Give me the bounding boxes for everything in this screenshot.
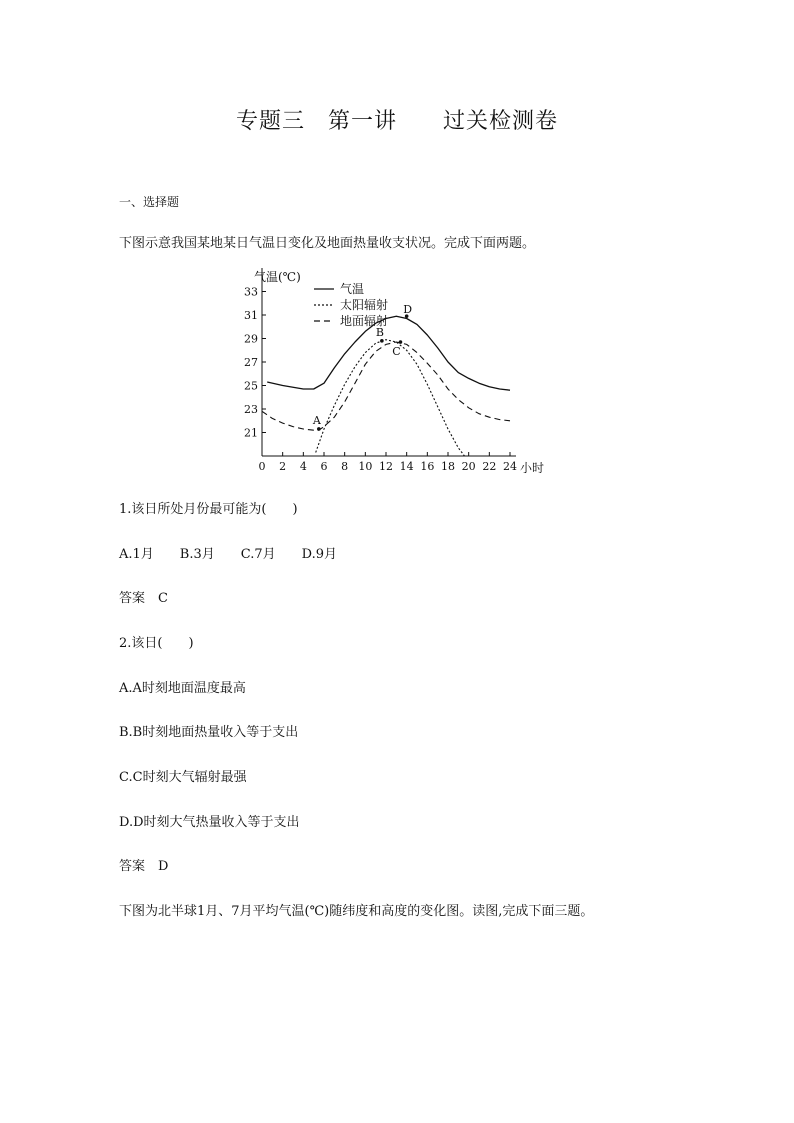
series-line-1 bbox=[267, 316, 510, 390]
temperature-chart bbox=[238, 262, 556, 480]
point-label-c: C bbox=[392, 345, 401, 359]
x-tick-label: 20 bbox=[461, 460, 476, 473]
x-tick-label: 24 bbox=[503, 460, 517, 473]
x-tick-label: 18 bbox=[441, 460, 455, 473]
question-intro-1: 下图示意我国某地某日气温日变化及地面热量收支状况。完成下面两题。 bbox=[119, 236, 536, 251]
question-2-stem: 2.该日( ) bbox=[119, 636, 194, 651]
y-tick-label: 31 bbox=[244, 309, 258, 322]
point-c bbox=[399, 340, 403, 344]
x-tick-label: 10 bbox=[358, 460, 373, 473]
question-1-options: A.1月 B.3月 C.7月 D.9月 bbox=[119, 547, 337, 562]
question-2-option-c: C.C时刻大气辐射最强 bbox=[119, 770, 247, 785]
question-2-answer: 答案 D bbox=[119, 859, 169, 874]
point-label-b: B bbox=[375, 325, 384, 339]
question-2-option-a: A.A时刻地面温度最高 bbox=[119, 681, 246, 696]
x-tick-label: 12 bbox=[379, 460, 393, 473]
x-axis-label: 小时 bbox=[520, 461, 545, 475]
y-tick-label: 27 bbox=[244, 356, 258, 369]
x-tick-label: 2 bbox=[279, 460, 287, 473]
x-tick-label: 16 bbox=[420, 460, 435, 473]
x-tick-label: 4 bbox=[299, 460, 307, 473]
x-tick-label: 14 bbox=[399, 460, 414, 473]
question-2-option-d: D.D时刻大气热量收入等于支出 bbox=[119, 815, 300, 830]
series-line-3 bbox=[262, 342, 510, 430]
question-1-answer: 答案 C bbox=[119, 591, 168, 606]
legend-label-2: 太阳辐射 bbox=[340, 298, 389, 312]
y-tick-label: 33 bbox=[244, 285, 258, 299]
x-tick-label: 8 bbox=[341, 460, 349, 473]
y-axis-label: 气温(℃) bbox=[254, 270, 301, 284]
point-label-d: D bbox=[403, 303, 413, 317]
question-intro-2: 下图为北半球1月、7月平均气温(℃)随纬度和高度的变化图。读图,完成下面三题。 bbox=[119, 904, 594, 919]
series-line-2 bbox=[316, 340, 465, 456]
section-heading: 一、选择题 bbox=[119, 195, 180, 209]
question-2-option-b: B.B时刻地面热量收入等于支出 bbox=[119, 725, 299, 740]
point-a bbox=[317, 427, 321, 431]
point-label-a: A bbox=[312, 413, 321, 427]
question-1-stem: 1.该日所处月份最可能为( ) bbox=[119, 502, 298, 517]
page-title: 专题三 第一讲 过关检测卷 bbox=[235, 109, 558, 134]
y-tick-label: 23 bbox=[244, 403, 258, 416]
x-tick-label: 22 bbox=[482, 460, 497, 473]
y-tick-label: 21 bbox=[244, 426, 258, 440]
legend-label-1: 气温 bbox=[340, 282, 365, 296]
y-tick-label: 25 bbox=[244, 379, 258, 393]
point-b bbox=[380, 339, 384, 343]
x-tick-label: 0 bbox=[258, 460, 266, 473]
legend-label-3: 地面辐射 bbox=[340, 314, 389, 328]
x-tick-label: 6 bbox=[320, 460, 328, 473]
y-tick-label: 29 bbox=[244, 332, 258, 346]
